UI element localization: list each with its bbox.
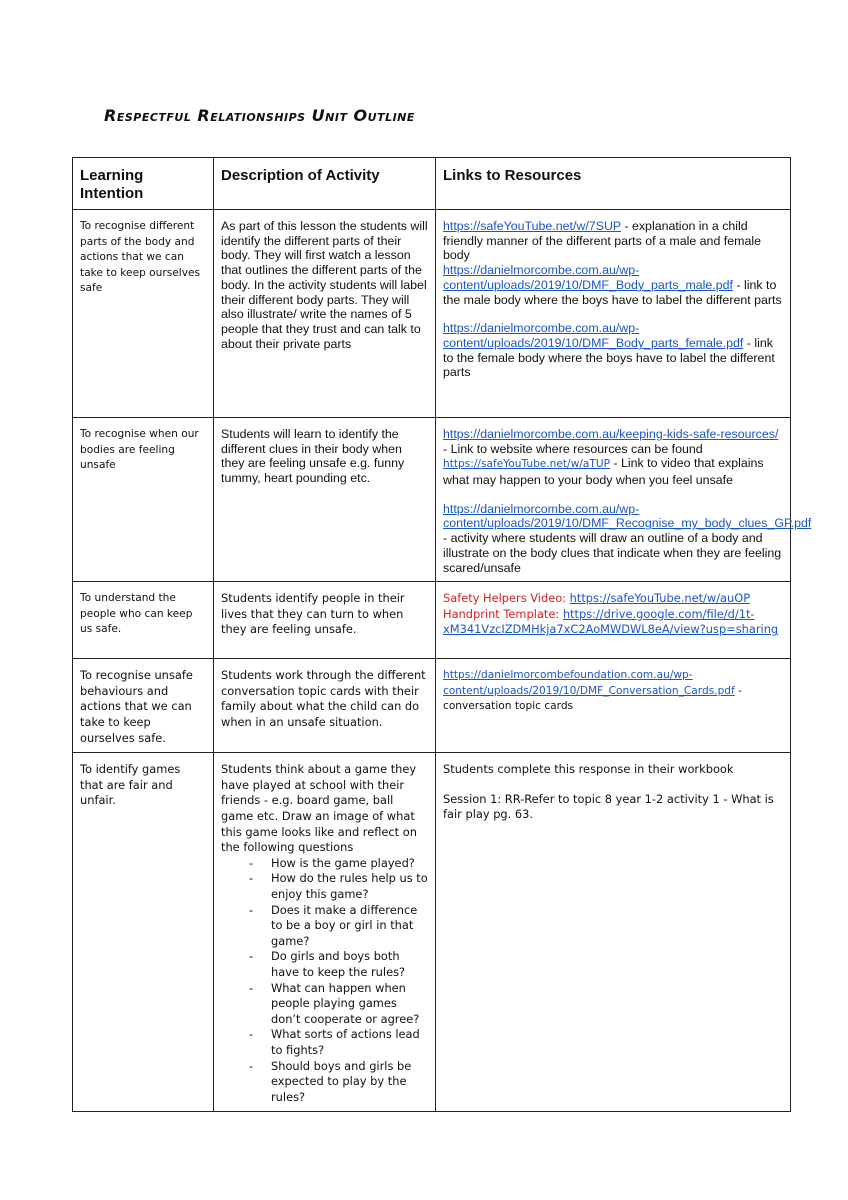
- description-cell: Students will learn to identify the different clues in their body when they are feeling unsafe e.g. funny tummy, heart pounding etc.: [214, 418, 436, 582]
- intention-cell: To recognise when our bodies are feeling unsafe: [73, 418, 214, 582]
- description-cell: Students work through the different conversation topic cards with their family about what the child can do when in an unsafe situation.: [214, 659, 436, 753]
- resource-link[interactable]: https://danielmorcombefoundation.com.au/wp-content/uploads/2019/10/DMF_Conversation_Cards.pdf: [443, 669, 735, 697]
- resource-link[interactable]: https://drive.google.com/file/d/1t-xM341VzcIZDMHkja7xC2AoMWDWL8eA/view?usp=sharing: [443, 606, 779, 637]
- list-item: - Do girls and boys both have to keep the rules?: [249, 949, 428, 980]
- description-cell: Students identify people in their lives that they can turn to when they are feeling unsafe.: [214, 582, 436, 659]
- table-row: [73, 659, 791, 753]
- table-header-row: [73, 158, 791, 210]
- resource-link[interactable]: https://safeYouTube.net/w/7SUP: [443, 219, 621, 233]
- reflection-questions: [221, 856, 428, 1106]
- links-cell: [436, 582, 791, 659]
- list-item: - What can happen when people playing games don’t cooperate or agree?: [249, 981, 428, 1028]
- links-cell: [436, 210, 791, 418]
- resource-note: - Link to video that explains what may happen to your body when you feel unsafe: [443, 456, 764, 487]
- resource-text: Session 1: RR-Refer to topic 8 year 1-2 activity 1 - What is fair play pg. 63.: [443, 791, 774, 822]
- table-row: [73, 582, 791, 659]
- table-row: [73, 753, 791, 1112]
- resource-text: Students complete this response in their workbook: [443, 762, 734, 777]
- links-cell: [436, 753, 791, 1112]
- resource-note: - link to the female body where the boys have to label the different parts: [443, 335, 775, 380]
- resource-entry: [443, 501, 812, 576]
- resource-link[interactable]: https://danielmorcombe.com.au/wp-content/uploads/2019/10/DMF_Recognise_my_body_clues_GP.pdf: [443, 501, 812, 531]
- description-cell: As part of this lesson the students will identify the different parts of their body. They will first watch a lesson that outlines the different parts of the body. In the activity students will label their different body parts. They will also illustrate/ write the names of 5 people that they trust and can talk to about their private parts: [214, 210, 436, 418]
- list-item: - What sorts of actions lead to fights?: [249, 1027, 428, 1058]
- unit-outline-table: [72, 157, 812, 1112]
- resource-entry: [443, 427, 783, 456]
- list-item: - Should boys and girls be expected to play by the rules?: [249, 1059, 428, 1106]
- intention-cell: To understand the people who can keep us safe.: [73, 582, 214, 659]
- list-item: - Does it make a difference to be a boy or girl in that game?: [249, 903, 428, 950]
- resource-link[interactable]: https://safeYouTube.net/w/aTUP: [443, 458, 610, 471]
- resource-entry: [443, 607, 783, 638]
- links-cell: [436, 659, 791, 753]
- list-item: - How is the game played?: [249, 856, 428, 872]
- resource-note: - activity where students will draw an outline of a body and illustrate on the body clues that indicate when they are feeling scared/unsafe: [443, 531, 782, 575]
- resource-entry: [443, 456, 783, 487]
- links-cell: [436, 418, 812, 582]
- resource-entry: [443, 591, 783, 607]
- resource-note: - Link to website where resources can be found: [443, 441, 703, 456]
- page-title: Respectful Relationships Unit Outline: [104, 106, 415, 125]
- header-description: Description of Activity: [214, 158, 436, 210]
- resource-link[interactable]: https://danielmorcombe.com.au/keeping-kids-safe-resources/: [443, 427, 779, 441]
- table-row: [73, 210, 791, 418]
- intention-cell: To identify games that are fair and unfair.: [73, 753, 214, 1112]
- resource-label: Safety Helpers Video:: [443, 591, 570, 606]
- description-cell: [214, 753, 436, 1112]
- header-learning-intention: Learning Intention: [73, 158, 214, 210]
- resource-note: - link to the male body where the boys have to label the different parts: [443, 277, 782, 307]
- intention-cell: To recognise different parts of the body and actions that we can take to keep ourselves safe: [73, 210, 214, 418]
- resource-label: Handprint Template:: [443, 606, 563, 621]
- resource-link[interactable]: https://safeYouTube.net/w/auOP: [569, 591, 751, 606]
- resource-note: - explanation in a child friendly manner of the different parts of a male and female body: [443, 219, 761, 263]
- resource-entry: [443, 321, 783, 380]
- table-row: [73, 418, 791, 582]
- resource-link[interactable]: https://danielmorcombe.com.au/wp-content/uploads/2019/10/DMF_Body_parts_male.pdf: [443, 263, 733, 292]
- description-text: Students think about a game they have played at school with their friends - e.g. board game, ball game etc. Draw an image of what this game looks like and reflect on the following questions: [221, 762, 417, 855]
- resource-note: - conversation topic cards: [443, 684, 742, 713]
- header-links: Links to Resources: [436, 158, 791, 210]
- intention-cell: To recognise unsafe behaviours and actions that we can take to keep ourselves safe.: [73, 659, 214, 753]
- resource-entry: [443, 263, 783, 307]
- list-item: - How do the rules help us to enjoy this game?: [249, 871, 428, 902]
- resource-entry: [443, 668, 783, 715]
- resource-link[interactable]: https://danielmorcombe.com.au/wp-content/uploads/2019/10/DMF_Body_parts_female.pdf: [443, 321, 744, 350]
- resource-entry: [443, 219, 783, 263]
